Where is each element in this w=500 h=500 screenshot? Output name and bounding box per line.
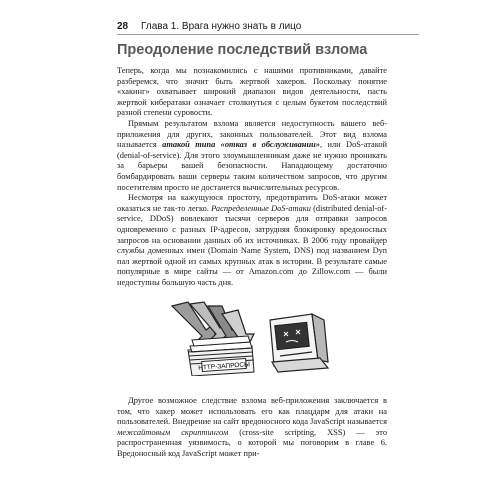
paragraph-4-text-b: (cross-site scripting, XSS) — это распространенная уязвимость, о которой мы поговорим в главе 6. Вредоносный код JavaScript может при- — [117, 427, 388, 458]
paragraph-2-term: атакой типа «отказ в обслуживании» — [162, 140, 320, 150]
paragraph-2-text-a: Прямым результатом взлома является недоступность вашего веб-приложения для других, законных пользователей. Этот вид взлома называется — [117, 118, 387, 150]
header-rule — [117, 34, 419, 35]
paragraph-4 — [117, 396, 387, 460]
ddos-illustration — [162, 300, 362, 376]
paragraph-4-text-a: Другое возможное следствие взлома веб-приложения заключается в том, что хакер может использовать его как плацдарм для атаки на пользователей. Внедрение на сайт вредоносного кода JavaScript называется — [117, 396, 387, 427]
running-title: Глава 1. Врага нужно знать в лицо — [141, 20, 302, 32]
section-title: Преодоление последствий взлома — [117, 42, 368, 58]
paragraph-3 — [117, 193, 387, 288]
paragraph-3-term: Распределенные DoS-атаки — [211, 203, 311, 213]
paragraph-2 — [117, 119, 387, 193]
body-text-bottom — [117, 396, 387, 460]
paragraph-4-term: межсайтовым скриптингом — [117, 427, 229, 437]
page-number: 28 — [117, 20, 129, 32]
body-text-top — [117, 66, 387, 288]
paragraph-2-text-b: , или DoS-атакой (denial-of-service). Для этого злоумышленникам даже не нужно проникать за барьеры вашей безопасности. Нападающему достаточно бомбардировать ваши серверы таким количеством запросов, что другим посетителям просто не достанется вычислительных ресурсов. — [117, 140, 388, 192]
paragraph-3-text-a: Несмотря на кажущуюся простоту, предотвратить DoS-атаки может оказаться не так-то легко. — [117, 193, 387, 213]
page-header — [117, 19, 417, 33]
broken-computer-icon — [270, 314, 328, 372]
figure-label: HTTP-ЗАПРОСЫ — [198, 361, 251, 372]
paragraph-1: Теперь, когда мы познакомились с нашими противниками, давайте разберемся, что значит быть жертвой хакеров. Поскольку понятие «хакинг» охватывает широкий диапазон видов деятельности, пасть жертвой кибератаки означает столкнуться с целым букетом последствий разной степени суровости. — [117, 66, 387, 118]
paragraph-3-text-b: (distributed denial-of-service, DDoS) вовлекают тысячи серверов для отправки запросов одновременно с разных IP-адресов, затрудняя блокировку вредоносных запросов на основании данных об их источниках. В 2006 году провайдер службы доменных имен (Domain Name System, DNS) под названием Dyn пал жертвой одной из самых крупных атак в истории. В результате самые популярные в мире сайты — от Amazon.com до Zillow.com — были недоступны большую часть дня. — [117, 203, 387, 287]
